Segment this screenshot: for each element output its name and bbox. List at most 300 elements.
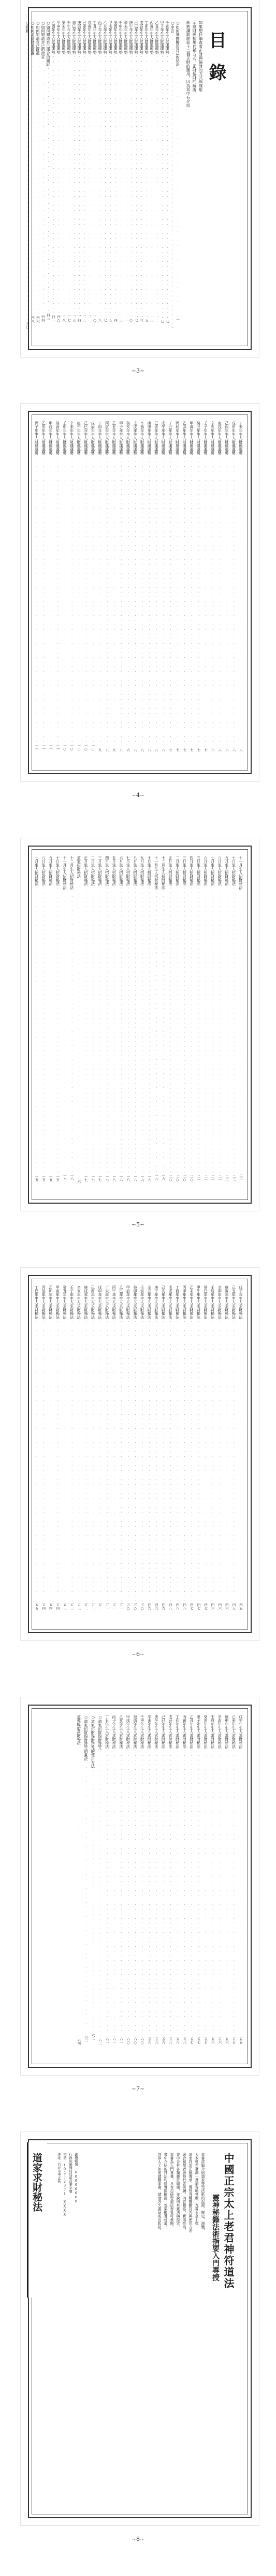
toc-entry-title: 甲子年生人財運運勢	[119, 421, 124, 455]
toc-leader-dots: ························································	[103, 54, 108, 315]
toc-entry-page: 六二	[98, 2038, 102, 2045]
advert-text-line: 大本營在臺灣一貫道各地宮廟、九霄玉皇上帝	[195, 2153, 199, 2225]
toc-entry	[119, 421, 124, 763]
toc-entry-title: 壬子年生人求財秘法	[69, 1285, 75, 1319]
toc-entry-page: 一○	[91, 743, 95, 751]
toc-entry	[62, 421, 67, 763]
toc-entry-title: 庚午年生人財運運勢	[129, 21, 134, 54]
toc-entry	[154, 1715, 159, 2056]
toc-entry-title: 丁酉年生人求財秘法	[175, 1285, 180, 1319]
toc-entry-page: 二五	[108, 315, 112, 322]
toc-entry-page: 五○	[25, 321, 30, 329]
toc-entry-title: 十二月生人招財秘法	[69, 856, 75, 890]
toc-leader-dots: ························································	[67, 54, 71, 315]
toc-entry-title: 丙寅年生人財運運勢	[150, 21, 154, 54]
toc-leader-dots: ·······························································	[119, 454, 124, 748]
toc-entry-page: 七	[196, 748, 201, 752]
toc-entry-title: 己巳年生人財運運勢	[83, 421, 89, 455]
toc-entry-page: 二二	[239, 1173, 243, 1180]
toc-leader-dots: ······························································	[231, 885, 237, 1175]
toc-entry-page: 五九	[161, 2037, 166, 2044]
toc-entry-page: 九	[119, 748, 123, 752]
toc-entry-page: 五五	[34, 1603, 39, 1610]
toc-entry-title: 九月生人招財秘法	[48, 856, 53, 886]
toc-leader-dots: ························································	[77, 54, 82, 315]
toc-entry-title: 七月生人招財秘法	[126, 856, 131, 886]
toc-entry	[210, 1715, 215, 2056]
toc-leader-dots: ······························································	[196, 885, 201, 1175]
toc-leader-dots: ························································	[82, 54, 87, 315]
toc-leader-dots: ······························································	[231, 1748, 237, 2037]
toc-entry-page: 六	[231, 748, 236, 752]
toc-entry-title: 丁巳年生人求財秘法	[34, 1285, 39, 1319]
toc-entry-page: 八	[140, 748, 144, 752]
toc-entry-title: 己巳年生人求財秘法	[161, 1715, 166, 1749]
toc-entry-title: 丁卯年生人財運運勢	[144, 21, 149, 54]
toc-entry-page: 六二	[83, 2035, 88, 2042]
toc-leader-dots: ······························································	[224, 885, 229, 1175]
toc-entry	[119, 1715, 124, 2056]
toc-leader-dots: ······························································	[112, 885, 117, 1175]
toc-entry-page: 一○	[83, 743, 88, 751]
toc-leader-dots: ·······························································	[231, 454, 237, 748]
toc-entry-title: ○附錄	[25, 21, 30, 33]
toc-leader-dots: ······························································	[83, 454, 89, 744]
toc-entry-title: ○如何知道自己財運	[36, 21, 40, 55]
toc-leader-dots: ························································	[88, 54, 92, 315]
toc-entry-page: 一七	[105, 1174, 109, 1181]
toc-entry-title: 十一月生人招財秘法	[239, 856, 243, 890]
toc-entry-title: 丁卯年生人求財秘法	[175, 1715, 180, 1749]
toc-entry-title: 甲子年生人求財秘法	[196, 1715, 201, 1749]
toc-entry	[125, 856, 130, 1192]
toc-entry-page: 六○	[126, 2037, 130, 2045]
toc-leader-dots: ·····························································	[98, 1319, 103, 1603]
toc-entry-title: 十一月生人招財秘法	[154, 856, 159, 890]
toc-entry-title: 八月生人招財秘法	[41, 856, 47, 886]
toc-entry	[175, 21, 180, 336]
toc-entry	[30, 21, 35, 336]
toc-entry-title: 八月生人招財秘法	[217, 856, 223, 886]
toc-leader-dots: ······························································	[189, 1748, 194, 2037]
toc-entry-page: 一一	[41, 743, 46, 750]
toc-entry	[41, 421, 46, 763]
toc-entry-page: 一七	[91, 1174, 95, 1181]
toc-leader-dots: ·····························································	[133, 1319, 138, 1603]
toc-entry-page: 一一	[48, 743, 53, 750]
page-2	[21, 404, 259, 781]
page-6-advert	[21, 2132, 259, 2525]
toc-entry-page: 二一	[124, 315, 128, 322]
toc-entry	[105, 1715, 110, 2056]
toc-entry-title: 丁卯年生人財運運勢	[98, 421, 103, 455]
toc-entry-title: 甲辰年生人求財秘法	[126, 1285, 131, 1319]
toc-entry-title: 壬午年生人財運運勢	[67, 21, 71, 54]
toc-entry-page: 六四	[77, 2038, 81, 2045]
toc-entry-title: 乙亥年生人求財秘法	[119, 1715, 124, 1749]
toc-entry-title: 戊申年生人財運運勢	[231, 421, 237, 455]
toc-entry	[210, 421, 215, 763]
toc-entry	[41, 1285, 46, 1622]
toc-entry	[83, 1285, 89, 1622]
toc-entry	[76, 1285, 81, 1622]
toc-leader-dots: ························································	[108, 54, 113, 315]
toc-entry-title: 戊午年生人財運運勢	[161, 421, 166, 455]
toc-entry-title: 甲寅年生人求財秘法	[55, 1285, 61, 1319]
toc-entry-page: 三四	[77, 315, 81, 322]
toc-entry-page: 五八	[175, 2037, 180, 2044]
toc-entry-title: 辛酉年生人財運運勢	[140, 421, 145, 455]
toc-leader-dots: ·······························································	[224, 454, 229, 748]
toc-leader-dots: ·····························································	[196, 1319, 201, 1603]
toc-entry-page: 一九	[147, 1174, 152, 1181]
toc-leader-dots: ······························································	[189, 885, 194, 1175]
toc-leader-dots: ······························································	[133, 1748, 138, 2037]
toc-entry	[161, 1715, 166, 2056]
toc-entry-page: 五六	[224, 2037, 229, 2044]
toc-entry	[123, 21, 128, 336]
toc-entry-page: 五六	[217, 2037, 222, 2044]
toc-entry-title: 十一月生人招財秘法	[63, 856, 67, 890]
toc-entry	[175, 1285, 180, 1622]
toc-leader-dots: ······························································	[98, 885, 103, 1175]
toc-entry	[196, 421, 201, 763]
toc-entry-page: 一一	[55, 743, 60, 750]
toc-entry-page: 八	[161, 748, 166, 752]
toc-leader-dots: ························································	[150, 54, 154, 315]
toc-entry	[66, 21, 71, 336]
toc-entry	[203, 1285, 208, 1622]
toc-entry	[133, 421, 138, 763]
toc-leader-dots: ·······························································	[196, 454, 201, 748]
toc-entry-title: 戊戌年生人求財秘法	[168, 1285, 173, 1319]
toc-leader-dots: ·····························································	[119, 1319, 124, 1603]
toc-leader-dots: ······························································	[217, 885, 223, 1175]
toc-entry-title: 戊寅年生人財運運勢	[88, 21, 92, 54]
toc-entry	[231, 421, 236, 763]
toc-leader-dots: ···························································	[83, 1760, 89, 2036]
toc-leader-dots: ······························································	[126, 885, 131, 1175]
toc-leader-dots: ·····························································	[239, 1319, 243, 1603]
toc-entry	[147, 421, 152, 763]
toc-entry	[69, 856, 75, 1192]
toc-entry-page: 六	[239, 748, 243, 752]
toc-note-line: 應熟讀前面前十二個正財的應用，因為其中有介紹	[186, 21, 191, 108]
toc-title: 目錄	[206, 31, 226, 95]
toc-entry-page: 五○	[126, 1603, 130, 1611]
toc-entry	[182, 856, 187, 1192]
toc-entry-title: 己未年生人求財秘法	[231, 1715, 237, 1749]
toc-entry	[170, 21, 175, 336]
toc-entry	[231, 856, 236, 1192]
toc-entry-page: 三五	[72, 315, 76, 322]
toc-entry	[154, 856, 159, 1192]
toc-entry	[90, 421, 95, 763]
toc-entry-title: 辛丑年生人求財秘法	[147, 1285, 152, 1319]
toc-entry	[48, 1285, 53, 1622]
toc-entry	[41, 856, 46, 1192]
toc-entry-page: 五六	[210, 2037, 215, 2044]
toc-entry-page: 六二	[91, 2033, 95, 2040]
toc-entry-title: 正月生人招財秘法	[168, 856, 173, 886]
toc-leader-dots: ······························································	[217, 1748, 223, 2037]
toc-leader-dots: ·······························································	[105, 454, 110, 748]
toc-entry	[34, 856, 39, 1192]
toc-entry-page: 四七	[196, 1603, 201, 1610]
toc-entry-title: 四月生人招財秘法	[189, 856, 194, 886]
toc-leader-dots: ·····························································	[126, 1319, 131, 1603]
toc-entry	[83, 1715, 89, 2056]
toc-leader-dots: ·······························································	[77, 1744, 82, 2038]
toc-leader-dots: ·····························································	[34, 1319, 39, 1603]
toc-entry-page: 一九	[161, 1173, 166, 1180]
toc-entry-title: 甲寅年生人財運運勢	[189, 421, 194, 455]
toc-entry-title: ○道家招財保財符咒的畫法	[83, 1715, 89, 1761]
toc-entry-title: 丙子年生人財運運勢	[98, 21, 103, 54]
toc-leader-dots: ························································	[93, 54, 97, 315]
toc-entry-page: 九	[126, 748, 130, 752]
toc-entry-page: 二二	[224, 1174, 229, 1181]
toc-entry	[175, 421, 180, 763]
toc-entry-title: 九月生人招財秘法	[224, 856, 229, 886]
toc-entry	[161, 421, 166, 763]
page-number: ~7~	[131, 2085, 145, 2092]
toc-entry	[182, 1715, 187, 2056]
toc-entry	[196, 1715, 201, 2056]
toc-entry-page: 五五	[239, 2037, 243, 2044]
toc-entry-page: 二二	[231, 1174, 236, 1181]
toc-leader-dots: ·····························································	[55, 1319, 61, 1603]
toc-leader-dots: ·····························································	[147, 1319, 152, 1603]
toc-entry	[196, 1285, 201, 1622]
toc-entry	[182, 1285, 187, 1622]
toc-entry-title: 甲申年生人財運運勢	[56, 21, 61, 54]
toc-leader-dots: ······························································	[161, 1748, 166, 2037]
toc-leader-dots: ·····························································	[77, 1319, 82, 1603]
toc-leader-dots: ·······························································	[140, 454, 145, 748]
page-number: ~6~	[131, 1651, 145, 1657]
toc-entry-title: 十月生人招財秘法	[55, 856, 61, 886]
toc-entry	[154, 421, 159, 763]
toc-entry	[133, 1285, 138, 1622]
toc-entry-page: 一二	[155, 315, 159, 322]
toc-entry	[62, 856, 67, 1192]
toc-entry	[119, 1285, 124, 1622]
toc-leader-dots: ·······························································	[217, 454, 223, 748]
toc-entry-title: 辛酉年生人求財秘法	[217, 1715, 223, 1749]
toc-entry	[62, 1285, 67, 1622]
toc-leader-dots: ························································	[134, 54, 139, 315]
toc-entry	[133, 1715, 138, 2056]
toc-entry-title: 丙辰年生人財運運勢	[175, 421, 180, 455]
toc-leader-dots: ······························································	[41, 454, 47, 744]
toc-entry-title: ○如何知道自己的命宮	[41, 21, 46, 59]
toc-entry-page: 五三	[63, 1603, 67, 1610]
toc-entry-page: 四五	[231, 1603, 236, 1610]
toc-entry	[224, 421, 229, 763]
toc-leader-dots: ·······························································	[204, 454, 208, 748]
toc-entry-page: 五四	[48, 1603, 53, 1610]
toc-leader-dots: ······························································	[182, 1748, 187, 2037]
toc-leader-dots: ······························································	[55, 885, 61, 1175]
toc-entry-title: 庚戌年生人財運運勢	[217, 421, 223, 455]
toc-entry	[217, 1715, 222, 2056]
toc-entry-page: 九	[112, 748, 117, 752]
toc-entry-title: 三月生人招財秘法	[182, 856, 187, 886]
toc-leader-dots: ·····························································	[112, 1319, 117, 1603]
toc-entry	[48, 856, 53, 1192]
toc-leader-dots: ·····························································	[210, 1319, 215, 1603]
toc-leader-dots: ································································	[77, 878, 82, 1177]
toc-entry	[189, 421, 194, 763]
toc-entry-page: 一五	[144, 315, 149, 322]
toc-entry-title: 壬申年生人財運運勢	[119, 21, 123, 54]
toc-note-line: 示運財應採用何種方式。正財偏財的解說。	[192, 21, 197, 96]
toc-entry	[55, 421, 60, 763]
toc-entry	[92, 21, 97, 336]
toc-entry-title: 甲午年生人求財秘法	[196, 1285, 201, 1319]
toc-entry-page: 一八	[119, 1174, 123, 1181]
toc-entry	[149, 21, 154, 336]
toc-leader-dots: ························································	[51, 54, 56, 315]
toc-leader-dots: ························································	[56, 54, 61, 315]
toc-entry-page: 六○	[140, 2037, 144, 2045]
toc-entry-title: ○道家招財保財符咒	[98, 1715, 103, 1750]
toc-entry-title: 庚午年生人求財秘法	[154, 1715, 159, 1749]
toc-leader-dots: ······························································	[140, 885, 145, 1175]
toc-entry-title: 二月生人招財秘法	[91, 856, 96, 886]
toc-leader-dots: ······························································	[239, 1748, 243, 2037]
toc-entry	[189, 1285, 194, 1622]
toc-entry-title: 乙亥年生人財運運勢	[41, 421, 47, 455]
toc-leader-dots: ·····························································	[175, 1319, 180, 1603]
toc-entry	[168, 421, 173, 763]
page-number: ~5~	[131, 1221, 145, 1228]
toc-entry-page: 四七	[204, 1603, 208, 1610]
toc-entry	[76, 421, 81, 763]
toc-entry	[34, 1285, 39, 1622]
publisher-info-line: 劃撥帳號 00000000	[74, 2153, 78, 2203]
toc-entry-title: 癸巳年生人求財秘法	[204, 1285, 208, 1319]
toc-leader-dots: ·······························································	[126, 454, 131, 748]
toc-entry-title: ○如何選擇屬於自己的祕法	[176, 21, 180, 67]
toc-entry-title: 壬寅年生人財運運勢	[165, 21, 170, 54]
toc-leader-dots: ·······························································	[175, 454, 180, 748]
toc-entry	[139, 21, 144, 336]
toc-entry-title: 丙子年生人求財秘法	[112, 1715, 117, 1749]
toc-entry-page: 九	[105, 748, 109, 752]
toc-entry-page: 二○	[175, 1174, 180, 1182]
toc-entry-title: 十月生人招財秘法	[147, 856, 152, 886]
toc-leader-dots: ························································	[139, 54, 144, 315]
toc-entry	[161, 856, 166, 1192]
toc-leader-dots: ······························································	[34, 885, 39, 1175]
toc-entry-page: 一五	[48, 1174, 53, 1181]
toc-entry-title: 丙子年生人財運運勢	[34, 421, 39, 455]
toc-leader-dots: ·····························································	[224, 1319, 229, 1603]
toc-leader-dots: ·····························································	[41, 1319, 47, 1603]
toc-leader-dots: ························································	[144, 54, 149, 315]
toc-entry-page: 三七	[67, 315, 71, 322]
toc-entry-page: 二一	[210, 1174, 215, 1181]
toc-entry	[76, 1715, 81, 2056]
toc-leader-dots: ······························································	[48, 885, 53, 1175]
toc-leader-dots: ······························································	[126, 1748, 131, 2037]
toc-leader-dots: ······························································	[48, 454, 53, 744]
toc-leader-dots: ······························································	[154, 1748, 159, 2037]
toc-entry-page: 六	[224, 748, 229, 752]
toc-entry-title: 甲戌年生人財運運勢	[108, 21, 113, 54]
toc-entry-page: 四一	[51, 315, 55, 322]
toc-entry	[140, 1285, 145, 1622]
toc-entry-page: 一五	[41, 1174, 46, 1181]
toc-leader-dots: ······························································	[77, 454, 82, 744]
toc-entry	[231, 1285, 236, 1622]
toc-entry-page: 一	[176, 318, 180, 321]
toc-entry-page: 五一	[112, 1603, 117, 1610]
toc-entry-title: 庚申年生人財運運勢	[147, 421, 152, 455]
toc-entry	[217, 421, 222, 763]
toc-entry-title: 壬申年生人求財秘法	[140, 1715, 145, 1749]
toc-entry-title: 甲子年生人財運運勢	[160, 21, 165, 54]
toc-entry-page: 四九	[154, 1603, 158, 1610]
toc-leader-dots: ·······························································	[98, 454, 103, 748]
toc-entry-page: 四九	[161, 1603, 166, 1610]
toc-leader-dots: ························································	[98, 54, 103, 315]
toc-entry	[217, 856, 222, 1192]
toc-entry-title: 三月生人招財秘法	[98, 856, 103, 886]
toc-entry-page: 一五	[55, 1174, 60, 1181]
toc-entry	[175, 856, 180, 1192]
toc-entry-title: 六月生人招財秘法	[119, 856, 124, 886]
advert-text-line: 道家符法正統傳承，傳授各種靈驗符咒與使用方法	[188, 2153, 193, 2232]
toc-entry-title: 乙丑年生人財運運勢	[112, 421, 117, 455]
toc-entry	[111, 421, 117, 763]
toc-leader-dots: ······························································	[91, 885, 96, 1175]
toc-entry-page: 一八	[126, 1174, 130, 1181]
toc-entry-page: 五九	[147, 2037, 152, 2044]
toc-entry	[161, 1285, 166, 1622]
toc-leader-dots: ························································	[72, 54, 77, 315]
toc-entry	[69, 421, 75, 763]
toc-entry-title: 七月生人招財秘法	[34, 856, 39, 886]
toc-leader-dots: ························································	[62, 54, 66, 315]
publisher-info-line: 行政院新聞局局版台業字號	[68, 2153, 72, 2193]
toc-entry-page: 五二	[98, 1603, 102, 1610]
toc-leader-dots: ······························································	[168, 1748, 173, 2037]
toc-entry-page: 五一	[119, 1603, 123, 1610]
toc-entry-page: 四九	[147, 1603, 152, 1610]
toc-entry-page: 五一	[105, 1603, 109, 1610]
toc-leader-dots: ······························································	[105, 1748, 110, 2037]
toc-entry-page: 二一	[204, 1174, 208, 1181]
toc-entry-page: 四六	[217, 1603, 222, 1610]
toc-entry	[125, 1715, 130, 2056]
toc-entry-page: 六○	[133, 2037, 137, 2045]
toc-entry-title: 丁巳年生人財運運勢	[168, 421, 173, 455]
toc-leader-dots: ······························································	[196, 1748, 201, 2037]
toc-entry-title: 戊辰年生人財運運勢	[139, 21, 144, 54]
toc-entry	[90, 856, 95, 1192]
toc-entry-page: 二一	[196, 1174, 201, 1181]
toc-entry	[46, 21, 51, 336]
toc-entry-page: 一一	[34, 743, 39, 750]
toc-entry	[128, 21, 134, 336]
page-number: ~4~	[131, 792, 145, 798]
toc-entry	[34, 421, 39, 763]
toc-entry-title: 庚午年生人財運運勢	[77, 421, 82, 455]
toc-entry	[196, 856, 201, 1192]
